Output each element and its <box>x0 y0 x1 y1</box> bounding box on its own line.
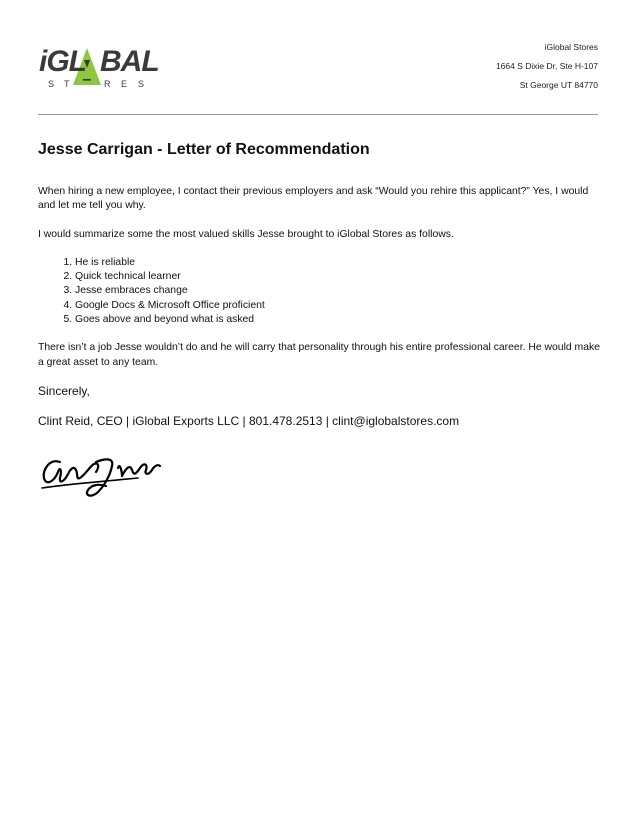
list-item: 3. Jesse embraces change <box>75 284 600 298</box>
svg-text:BAL: BAL <box>100 45 159 78</box>
iglobal-stores-logo <box>38 38 160 94</box>
list-item: 5. Goes above and beyond what is asked <box>75 313 600 327</box>
svg-text:iGL: iGL <box>39 45 86 78</box>
company-address <box>496 38 598 95</box>
list-item: 1. He is reliable <box>75 256 600 270</box>
list-item: 2. Quick technical learner <box>75 270 600 284</box>
svg-text:S: S <box>48 79 55 89</box>
address-city: St George UT 84770 <box>519 80 598 90</box>
closing: Sincerely, <box>38 383 90 398</box>
header-divider <box>38 114 598 115</box>
paragraph-summary: I would summarize some the most valued skills Jesse brought to iGlobal Stores as follows. <box>38 228 454 240</box>
address-company: iGlobal Stores <box>544 42 598 52</box>
skills-list <box>38 256 600 327</box>
letter-title: Jesse Carrigan - Letter of Recommendation <box>38 141 370 158</box>
handwritten-signature <box>38 448 178 500</box>
svg-text:E: E <box>121 79 128 89</box>
paragraph-intro: When hiring a new employee, I contact their previous employers and ask “Would you rehire this applicant?” Yes, I would and let me tell you why. <box>38 186 589 212</box>
signature-line: Clint Reid, CEO | iGlobal Exports LLC | 801.478.2513 | clint@iglobalstores.com <box>38 414 460 429</box>
paragraph-conclusion: There isn’t a job Jesse wouldn’t do and he will carry that personality through his entire professional career. He would make a great asset to any team. <box>38 342 600 368</box>
list-item: 4. Google Docs & Microsoft Office proficient <box>75 299 600 313</box>
svg-text:T: T <box>64 79 70 89</box>
svg-text:R: R <box>104 79 111 89</box>
address-street: 1664 S Dixie Dr, Ste H-107 <box>495 61 598 71</box>
letter-body <box>38 185 600 429</box>
svg-text:S: S <box>138 79 145 89</box>
